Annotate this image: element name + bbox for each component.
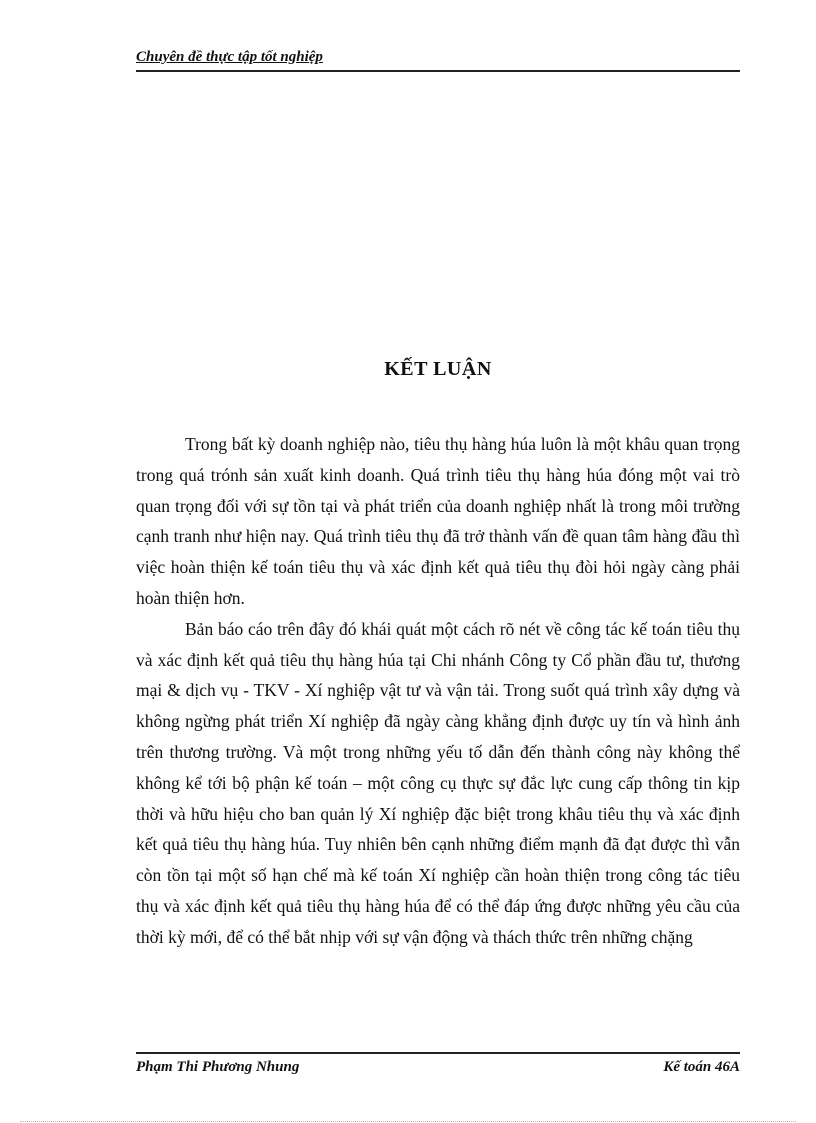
page-title: KẾT LUẬN bbox=[384, 358, 492, 380]
page-header bbox=[136, 48, 740, 72]
footer-class: Kế toán 46A bbox=[663, 1059, 740, 1075]
body-text bbox=[136, 429, 740, 953]
page-bottom-rule bbox=[20, 1121, 796, 1122]
footer-author: Phạm Thi Phương Nhung bbox=[136, 1059, 300, 1075]
header-title: Chuyên đề thực tập tốt nghiệp bbox=[136, 49, 323, 65]
paragraph: Bản báo cáo trên đây đó khái quát một cách rõ nét về công tác kế toán tiêu thụ và xác định kết quả tiêu thụ hàng húa tại Chi nhánh Công ty Cổ phần đầu tư, thương mại & dịch vụ - TKV - Xí nghiệp vật tư và vận tải. Trong suốt quá trình xây dựng và không ngừng phát triển Xí nghiệp đã ngày càng khẳng định được uy tín và hình ảnh trên thương trường. Và một trong những yếu tố dẫn đến thành công này không thể không kể tới bộ phận kế toán – một công cụ thực sự đắc lực cung cấp thông tin kịp thời và hữu hiệu cho ban quản lý Xí nghiệp đặc biệt trong khâu tiêu thụ và xác định kết quả tiêu thụ hàng húa. Tuy nhiên bên cạnh những điểm mạnh đã đạt được thì vẫn còn tồn tại một số hạn chế mà kế toán Xí nghiệp cần hoàn thiện trong công tác tiêu thụ và xác định kết quả tiêu thụ hàng húa để có thể đáp ứng được những yêu cầu của thời kỳ mới, để có thể bắt nhịp với sự vận động và thách thức trên những chặng bbox=[136, 618, 740, 947]
page-footer bbox=[136, 1052, 740, 1078]
paragraph: Trong bất kỳ doanh nghiệp nào, tiêu thụ hàng húa luôn là một khâu quan trọng trong quá trónh sản xuất kinh doanh. Quá trình tiêu thụ hàng húa đóng một vai trò quan trọng đối với sự tồn tại và phát triển của doanh nghiệp nhất là trong môi trường cạnh tranh như hiện nay. Quá trình tiêu thụ đã trở thành vấn đề quan tâm hàng đầu thì việc hoàn thiện kế toán tiêu thụ và xác định kết quả tiêu thụ đòi hỏi ngày càng phải hoàn thiện hơn. bbox=[136, 434, 740, 608]
